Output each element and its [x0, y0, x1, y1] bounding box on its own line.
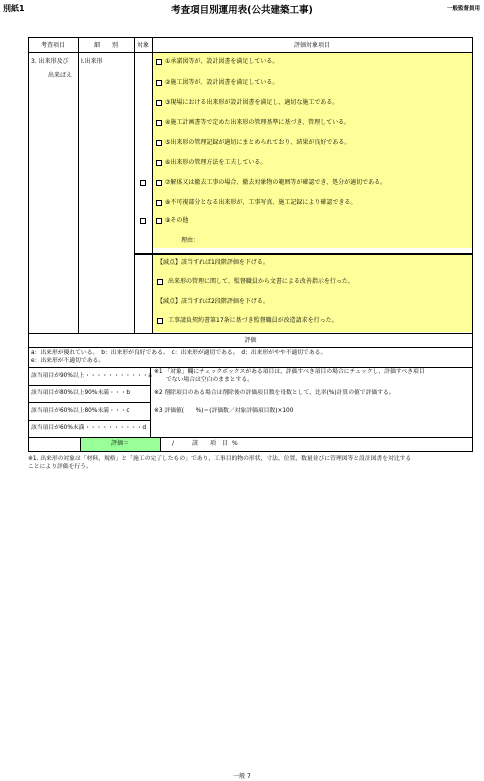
item-checkbox[interactable]	[156, 80, 162, 86]
eval-item: ②施工図等が、設計図書を満足している。	[165, 79, 279, 86]
subcategory-label: Ⅰ.出来形	[81, 58, 103, 65]
target-checkbox[interactable]	[140, 218, 146, 224]
eval-item: ④施工計画書等で定めた出来形の管理基準に基づき、管理している。	[165, 119, 351, 126]
target-checkbox[interactable]	[140, 180, 146, 186]
note-1b: でない場合は空白のままとする。	[166, 377, 253, 383]
eval-item: ⑦解体又は撤去工事の場合、撤去対象物の範囲等が確認でき、処分が適切である。	[165, 179, 387, 186]
header-eval-items: 評価対象項目	[293, 42, 330, 49]
item-checkbox[interactable]	[156, 120, 162, 126]
note-2: ※2 削除項目のある場合は削除後の評価項目数を母数として、比率(%)計算の値で評価する。	[154, 390, 395, 396]
score-items-label: 該 項 目	[192, 440, 229, 447]
demerit-heading-2: 【減点】該当すれば2段階評価を下げる。	[157, 298, 269, 305]
item-checkbox[interactable]	[156, 140, 162, 146]
item-checkbox[interactable]	[156, 59, 162, 65]
demerit-checkbox[interactable]	[157, 279, 163, 285]
score-label: 評価＝	[110, 440, 129, 447]
score-percent: %	[232, 440, 238, 447]
audience-label: 一般監督員用	[446, 6, 480, 12]
grade-c: 該当項目が60%以上80%未満・・・c	[31, 408, 130, 414]
sheet-label: 別紙1	[3, 4, 25, 13]
demerit-item-2: 工事請負契約書第17条に基づき監督職員が改造請求を行った。	[168, 317, 338, 324]
page-title: 考査項目別運用表(公共建築工事)	[171, 5, 313, 16]
eval-item: ①承諾図等が、設計図書を満足している。	[165, 58, 279, 65]
note-3: ※3 評価値( %)＝(評価数／対象評価項目数)×100	[154, 408, 294, 414]
eval-item: ⑧不可視部分となる出来形が、工事写真、施工記録により確認できる。	[165, 199, 357, 206]
eval-item: ③現場における出来形が設計図書を満足し、適切な施工である。	[165, 99, 339, 106]
eval-item: ⑤出来形の管理記録が適切にまとめられており、結果が良好である。	[165, 139, 351, 146]
item-checkbox[interactable]	[156, 160, 162, 166]
header-category: 考査項目	[40, 42, 65, 49]
category-line2: 出来ばえ	[48, 72, 73, 79]
item-checkbox[interactable]	[156, 100, 162, 106]
eval-item: ⑥出来形の管理方法を工夫している。	[165, 159, 267, 166]
header-target: 対象	[136, 42, 149, 49]
footnote-1: ※1. 出来形の対象は「材料、規格」と「施工の完了したもの」であり、工事目的物の形状、寸法、位置、数量並びに管理図等と設計図書を対比する	[28, 456, 412, 462]
score-separator: /	[172, 440, 175, 447]
reason-label: 理由：	[181, 237, 200, 244]
grade-d: 該当項目が60%未満・・・・・・・・・・d	[31, 425, 147, 431]
demerit-checkbox[interactable]	[157, 318, 163, 324]
grade-b: 該当項目が80%以上90%未満・・・b	[31, 390, 131, 396]
demerit-heading-1: 【減点】該当すれば1段階評価を下げる。	[157, 259, 269, 266]
eval-desc-2: e：出来形が不適切である。	[31, 358, 105, 364]
footnote-2: ことにより評価を行う。	[28, 464, 92, 470]
item-checkbox[interactable]	[156, 218, 162, 224]
category-line1: 3. 出来形及び	[31, 58, 69, 65]
item-checkbox[interactable]	[156, 200, 162, 206]
eval-item: ⑨その他	[165, 217, 189, 224]
grade-a: 該当項目が90%以上・・・・・・・・・・・a	[31, 373, 152, 379]
page-number: 一般 7	[233, 773, 251, 780]
note-1a: ※1 「対象」欄にチェックボックスがある項目は、評価すべき項目の場合にチェックし、評価すべき項目	[154, 369, 425, 375]
item-checkbox[interactable]	[156, 180, 162, 186]
eval-desc-1: a：出来形が優れている。 b：出来形が良好である。 c：出来形が適切である。 d：出来形がやや不適切である。	[31, 350, 327, 356]
header-subcategory: 細 別	[93, 42, 118, 49]
evaluation-header: 評価	[244, 337, 257, 344]
demerit-item-1: 出来形の管理に関して、監督職員から文書による改善指示を行った。	[168, 278, 354, 285]
